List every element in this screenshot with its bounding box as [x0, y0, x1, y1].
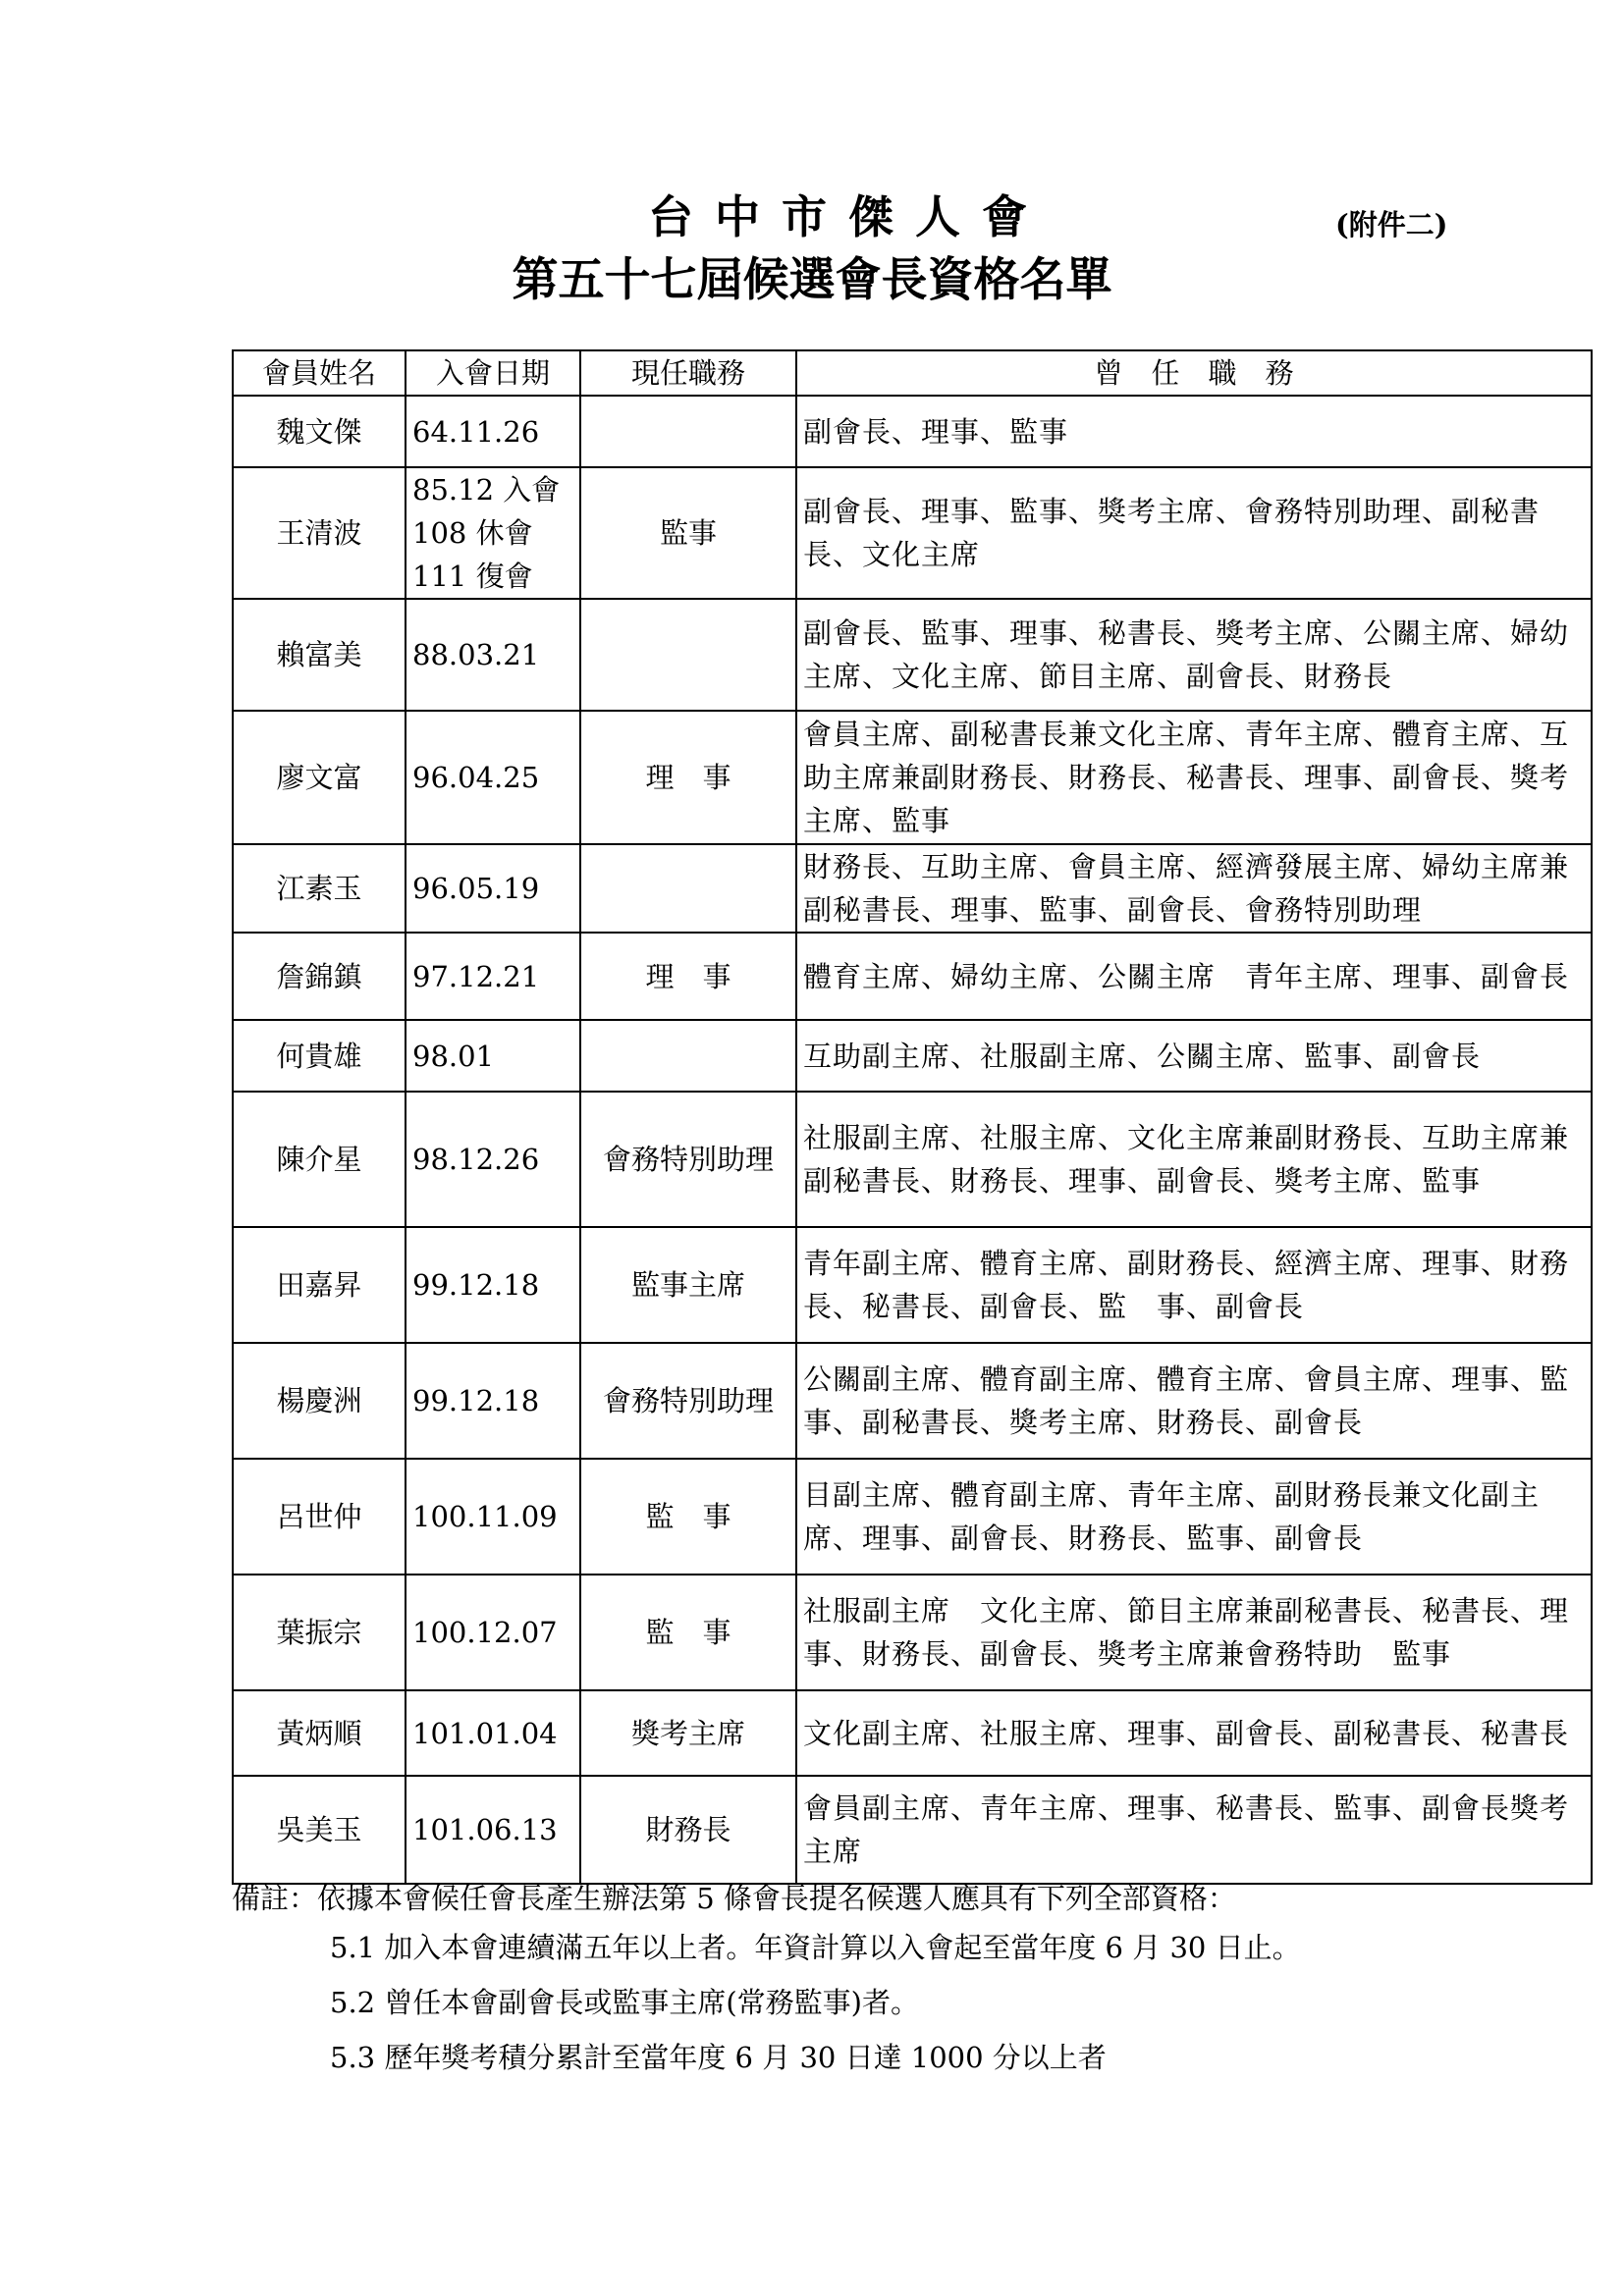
- table-row: [233, 711, 1592, 844]
- join-date-line: 85.12 入會: [412, 473, 561, 507]
- join-date-line: 96.05.19: [412, 872, 540, 905]
- note-item: 5.3 歷年獎考積分累計至當年度 6 月 30 日達 1000 分以上者: [330, 2041, 1107, 2074]
- join-date-line: 99.12.18: [412, 1384, 540, 1417]
- join-date-cell: [406, 933, 580, 1020]
- current-position-cell: 理 事: [580, 933, 796, 1020]
- past-positions-cell: 公關副主席、體育副主席、體育主席、會員主席、理事、監事、副秘書長、獎考主席、財務長、副會長: [796, 1343, 1592, 1459]
- past-positions-cell: 社服副主席、社服主席、文化主席兼副財務長、互助主席兼副秘書長、財務長、理事、副會長、獎考主席、監事: [796, 1092, 1592, 1227]
- member-name-cell: 何貴雄: [233, 1020, 406, 1092]
- header-current-position: 現任職務: [580, 350, 796, 396]
- join-date-line: 64.11.26: [412, 414, 540, 449]
- join-date-line: 97.12.21: [412, 959, 540, 993]
- current-position-cell: [580, 844, 796, 933]
- table-row: [233, 844, 1592, 933]
- header-join-date: 入會日期: [406, 350, 580, 396]
- table-row: [233, 1227, 1592, 1343]
- current-position-cell: [580, 396, 796, 467]
- join-date-line: 101.01.04: [412, 1716, 558, 1750]
- join-date-cell: [406, 1227, 580, 1343]
- table-row: [233, 1690, 1592, 1776]
- notes-section: [232, 1877, 1587, 2085]
- past-positions-cell: 青年副主席、體育主席、副財務長、經濟主席、理事、財務長、秘書長、副會長、監 事、副會長: [796, 1227, 1592, 1343]
- join-date-line: 88.03.21: [412, 638, 540, 671]
- table-row: [233, 933, 1592, 1020]
- member-name-cell: 葉振宗: [233, 1575, 406, 1690]
- join-date-line: 98.01: [412, 1039, 495, 1073]
- past-positions-cell: 體育主席、婦幼主席、公關主席 青年主席、理事、副會長: [796, 933, 1592, 1020]
- join-date-cell: [406, 396, 580, 467]
- join-date-cell: [406, 1690, 580, 1776]
- member-name-cell: 吳美玉: [233, 1776, 406, 1884]
- past-positions-cell: 副會長、理事、監事、獎考主席、會務特別助理、副秘書長、文化主席: [796, 467, 1592, 599]
- join-date-line: 108 休會: [412, 516, 533, 550]
- join-date-line: 100.11.09: [412, 1500, 558, 1533]
- past-positions-cell: 副會長、監事、理事、秘書長、獎考主席、公關主席、婦幼主席、文化主席、節目主席、副會長、財務長: [796, 599, 1592, 711]
- current-position-cell: 監事主席: [580, 1227, 796, 1343]
- note-item: 5.2 曾任本會副會長或監事主席(常務監事)者。: [330, 1986, 919, 2019]
- join-date-line: 111 復會: [412, 560, 533, 593]
- notes-list: [232, 1920, 1587, 2085]
- join-date-cell: [406, 599, 580, 711]
- table-row: [233, 1776, 1592, 1884]
- member-name-cell: 江素玉: [233, 844, 406, 933]
- join-date-cell: [406, 1459, 580, 1575]
- table-row: [233, 396, 1592, 467]
- join-date-line: 96.04.25: [412, 761, 540, 794]
- join-date-cell: [406, 1575, 580, 1690]
- current-position-cell: [580, 599, 796, 711]
- table-body: [233, 396, 1592, 1884]
- member-name-cell: 王清波: [233, 467, 406, 599]
- candidate-table: [232, 349, 1593, 1885]
- table-row: [233, 1092, 1592, 1227]
- current-position-cell: 獎考主席: [580, 1690, 796, 1776]
- current-position-cell: 監 事: [580, 1459, 796, 1575]
- current-position-cell: 監事: [580, 467, 796, 599]
- member-name-cell: 陳介星: [233, 1092, 406, 1227]
- document-title: 第五十七屆候選會長資格名單: [512, 253, 1112, 307]
- join-date-cell: [406, 1020, 580, 1092]
- table-row: [233, 1459, 1592, 1575]
- past-positions-cell: 副會長、理事、監事: [796, 396, 1592, 467]
- table-row: [233, 1020, 1592, 1092]
- table-row: [233, 599, 1592, 711]
- member-name-cell: 詹錦鎮: [233, 933, 406, 1020]
- member-name-cell: 田嘉昇: [233, 1227, 406, 1343]
- current-position-cell: 財務長: [580, 1776, 796, 1884]
- member-name-cell: 魏文傑: [233, 396, 406, 467]
- join-date-line: 101.06.13: [412, 1813, 558, 1846]
- past-positions-cell: 互助副主席、社服副主席、公關主席、監事、副會長: [796, 1020, 1592, 1092]
- attachment-label: (附件二): [1335, 208, 1448, 241]
- past-positions-cell: 目副主席、體育副主席、青年主席、副財務長兼文化副主席、理事、副會長、財務長、監事、副會長: [796, 1459, 1592, 1575]
- join-date-cell: [406, 844, 580, 933]
- join-date-cell: [406, 1092, 580, 1227]
- past-positions-cell: 社服副主席 文化主席、節目主席兼副秘書長、秘書長、理事、財務長、副會長、獎考主席兼會務特助 監事: [796, 1575, 1592, 1690]
- notes-intro: 備註：依據本會候任會長產生辦法第 5 條會長提名候選人應具有下列全部資格：: [232, 1882, 1236, 1915]
- member-name-cell: 黃炳順: [233, 1690, 406, 1776]
- join-date-line: 100.12.07: [412, 1616, 558, 1649]
- header-past-positions: 曾 任 職 務: [796, 350, 1592, 396]
- current-position-cell: 會務特別助理: [580, 1092, 796, 1227]
- table-row: [233, 1343, 1592, 1459]
- table-row: [233, 1575, 1592, 1690]
- join-date-cell: [406, 467, 580, 599]
- organization-title: 台中市傑人會: [648, 190, 1049, 243]
- member-name-cell: 楊慶洲: [233, 1343, 406, 1459]
- current-position-cell: [580, 1020, 796, 1092]
- current-position-cell: 理 事: [580, 711, 796, 844]
- join-date-cell: [406, 711, 580, 844]
- join-date-cell: [406, 1343, 580, 1459]
- past-positions-cell: 會員副主席、青年主席、理事、秘書長、監事、副會長獎考主席: [796, 1776, 1592, 1884]
- header-member-name: 會員姓名: [233, 350, 406, 396]
- past-positions-cell: 文化副主席、社服主席、理事、副會長、副秘書長、秘書長: [796, 1690, 1592, 1776]
- table-row: [233, 467, 1592, 599]
- join-date-cell: [406, 1776, 580, 1884]
- table-header-row: [233, 350, 1592, 396]
- join-date-line: 98.12.26: [412, 1143, 540, 1176]
- current-position-cell: 會務特別助理: [580, 1343, 796, 1459]
- member-name-cell: 廖文富: [233, 711, 406, 844]
- join-date-line: 99.12.18: [412, 1268, 540, 1302]
- note-item: 5.1 加入本會連續滿五年以上者。年資計算以入會起至當年度 6 月 30 日止。: [330, 1931, 1301, 1964]
- past-positions-cell: 財務長、互助主席、會員主席、經濟發展主席、婦幼主席兼副秘書長、理事、監事、副會長、會務特別助理: [796, 844, 1592, 933]
- member-name-cell: 呂世仲: [233, 1459, 406, 1575]
- past-positions-cell: 會員主席、副秘書長兼文化主席、青年主席、體育主席、互助主席兼副財務長、財務長、秘書長、理事、副會長、獎考主席、監事: [796, 711, 1592, 844]
- member-name-cell: 賴富美: [233, 599, 406, 711]
- current-position-cell: 監 事: [580, 1575, 796, 1690]
